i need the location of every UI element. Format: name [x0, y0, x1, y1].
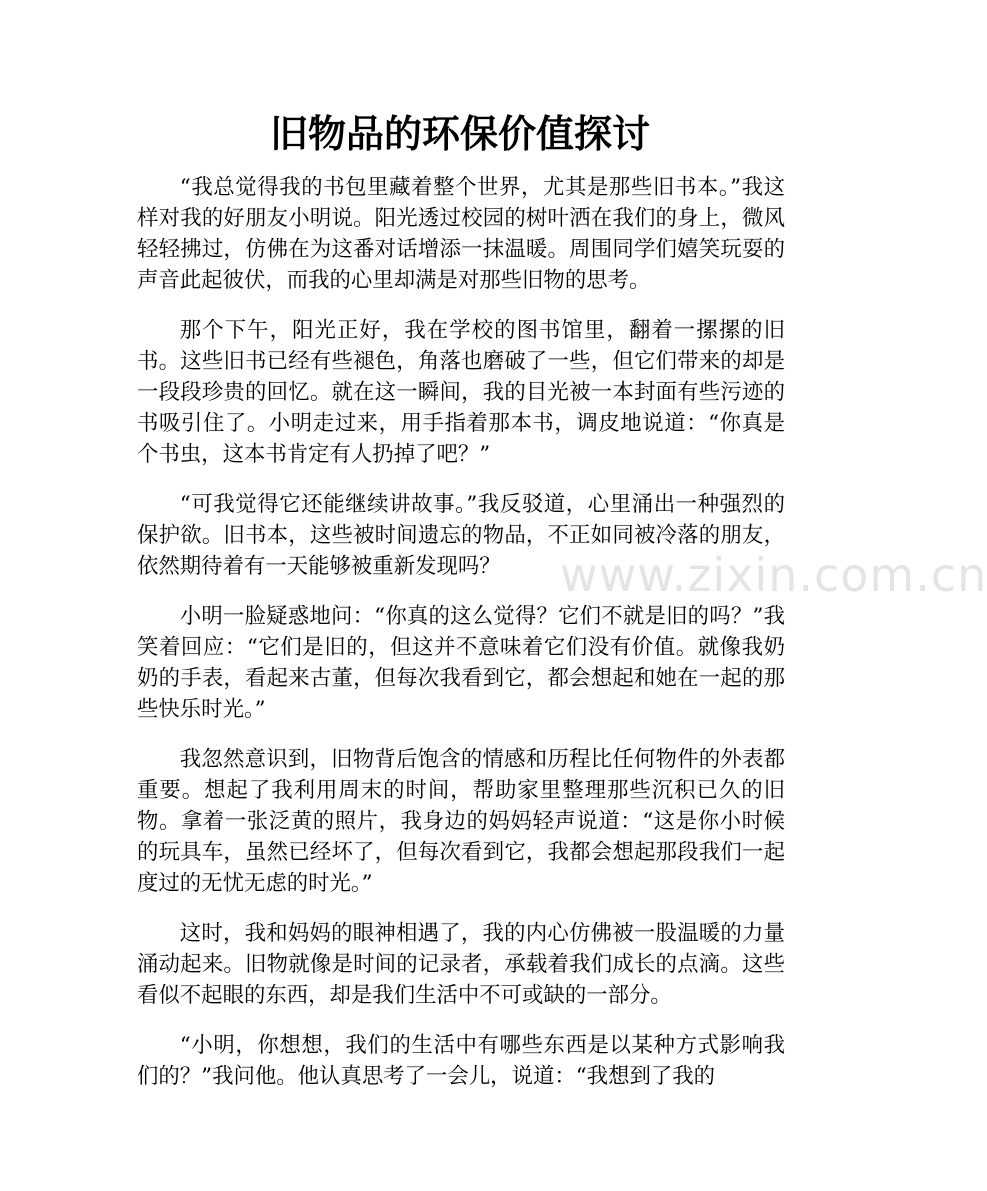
paragraph-7: “小明，你想想，我们的生活中有哪些东西是以某种方式影响我们的？”我问他。他认真思考了一会儿，说道：“我想到了我的 — [137, 1033, 785, 1089]
paragraph-6: 这时，我和妈妈的眼神相遇了，我的内心仿佛被一股温暖的力量涌动起来。旧物就像是时间的记录者，承载着我们成长的点滴。这些看似不起眼的东西，却是我们生活中不可或缺的一部分。 — [137, 921, 785, 1008]
document-title: 旧物品的环保价值探讨 — [269, 112, 650, 156]
document-body — [137, 172, 785, 1111]
paragraph-2: 那个下午，阳光正好，我在学校的图书馆里，翻着一摞摞的旧书。这些旧书已经有些褪色，角落也磨破了一些，但它们带来的却是一段段珍贵的回忆。就在这一瞬间，我的目光被一本封面有些污迹的书吸引住了。小明走过来，用手指着那本书，调皮地说道：“你真是个书虫，这本书肯定有人扔掉了吧？” — [137, 318, 785, 467]
paragraph-3: “可我觉得它还能继续讲故事。”我反驳道，心里涌出一种强烈的保护欲。旧书本，这些被时间遗忘的物品，不正如同被冷落的朋友，依然期待着有一天能够被重新发现吗？ — [137, 492, 785, 579]
watermark: www.zixin.com.cn — [560, 548, 987, 602]
paragraph-5: 我忽然意识到，旧物背后饱含的情感和历程比任何物件的外表都重要。想起了我利用周末的时间，帮助家里整理那些沉积已久的旧物。拿着一张泛黄的照片，我身边的妈妈轻声说道：“这是你小时候的玩具车，虽然已经坏了，但每次看到它，我都会想起那段我们一起度过的无忧无虑的时光。” — [137, 747, 785, 896]
paragraph-1: “我总觉得我的书包里藏着整个世界，尤其是那些旧书本。”我这样对我的好朋友小明说。阳光透过校园的树叶洒在我们的身上，微风轻轻拂过，仿佛在为这番对话增添一抹温暖。周围同学们嬉笑玩耍的声音此起彼伏，而我的心里却满是对那些旧物的思考。 — [137, 175, 785, 293]
paragraph-4: 小明一脸疑惑地问：“你真的这么觉得？它们不就是旧的吗？”我笑着回应：“它们是旧的，但这并不意味着它们没有价值。就像我奶奶的手表，看起来古董，但每次我看到它，都会想起和她在一起的那些快乐时光。” — [137, 604, 785, 722]
